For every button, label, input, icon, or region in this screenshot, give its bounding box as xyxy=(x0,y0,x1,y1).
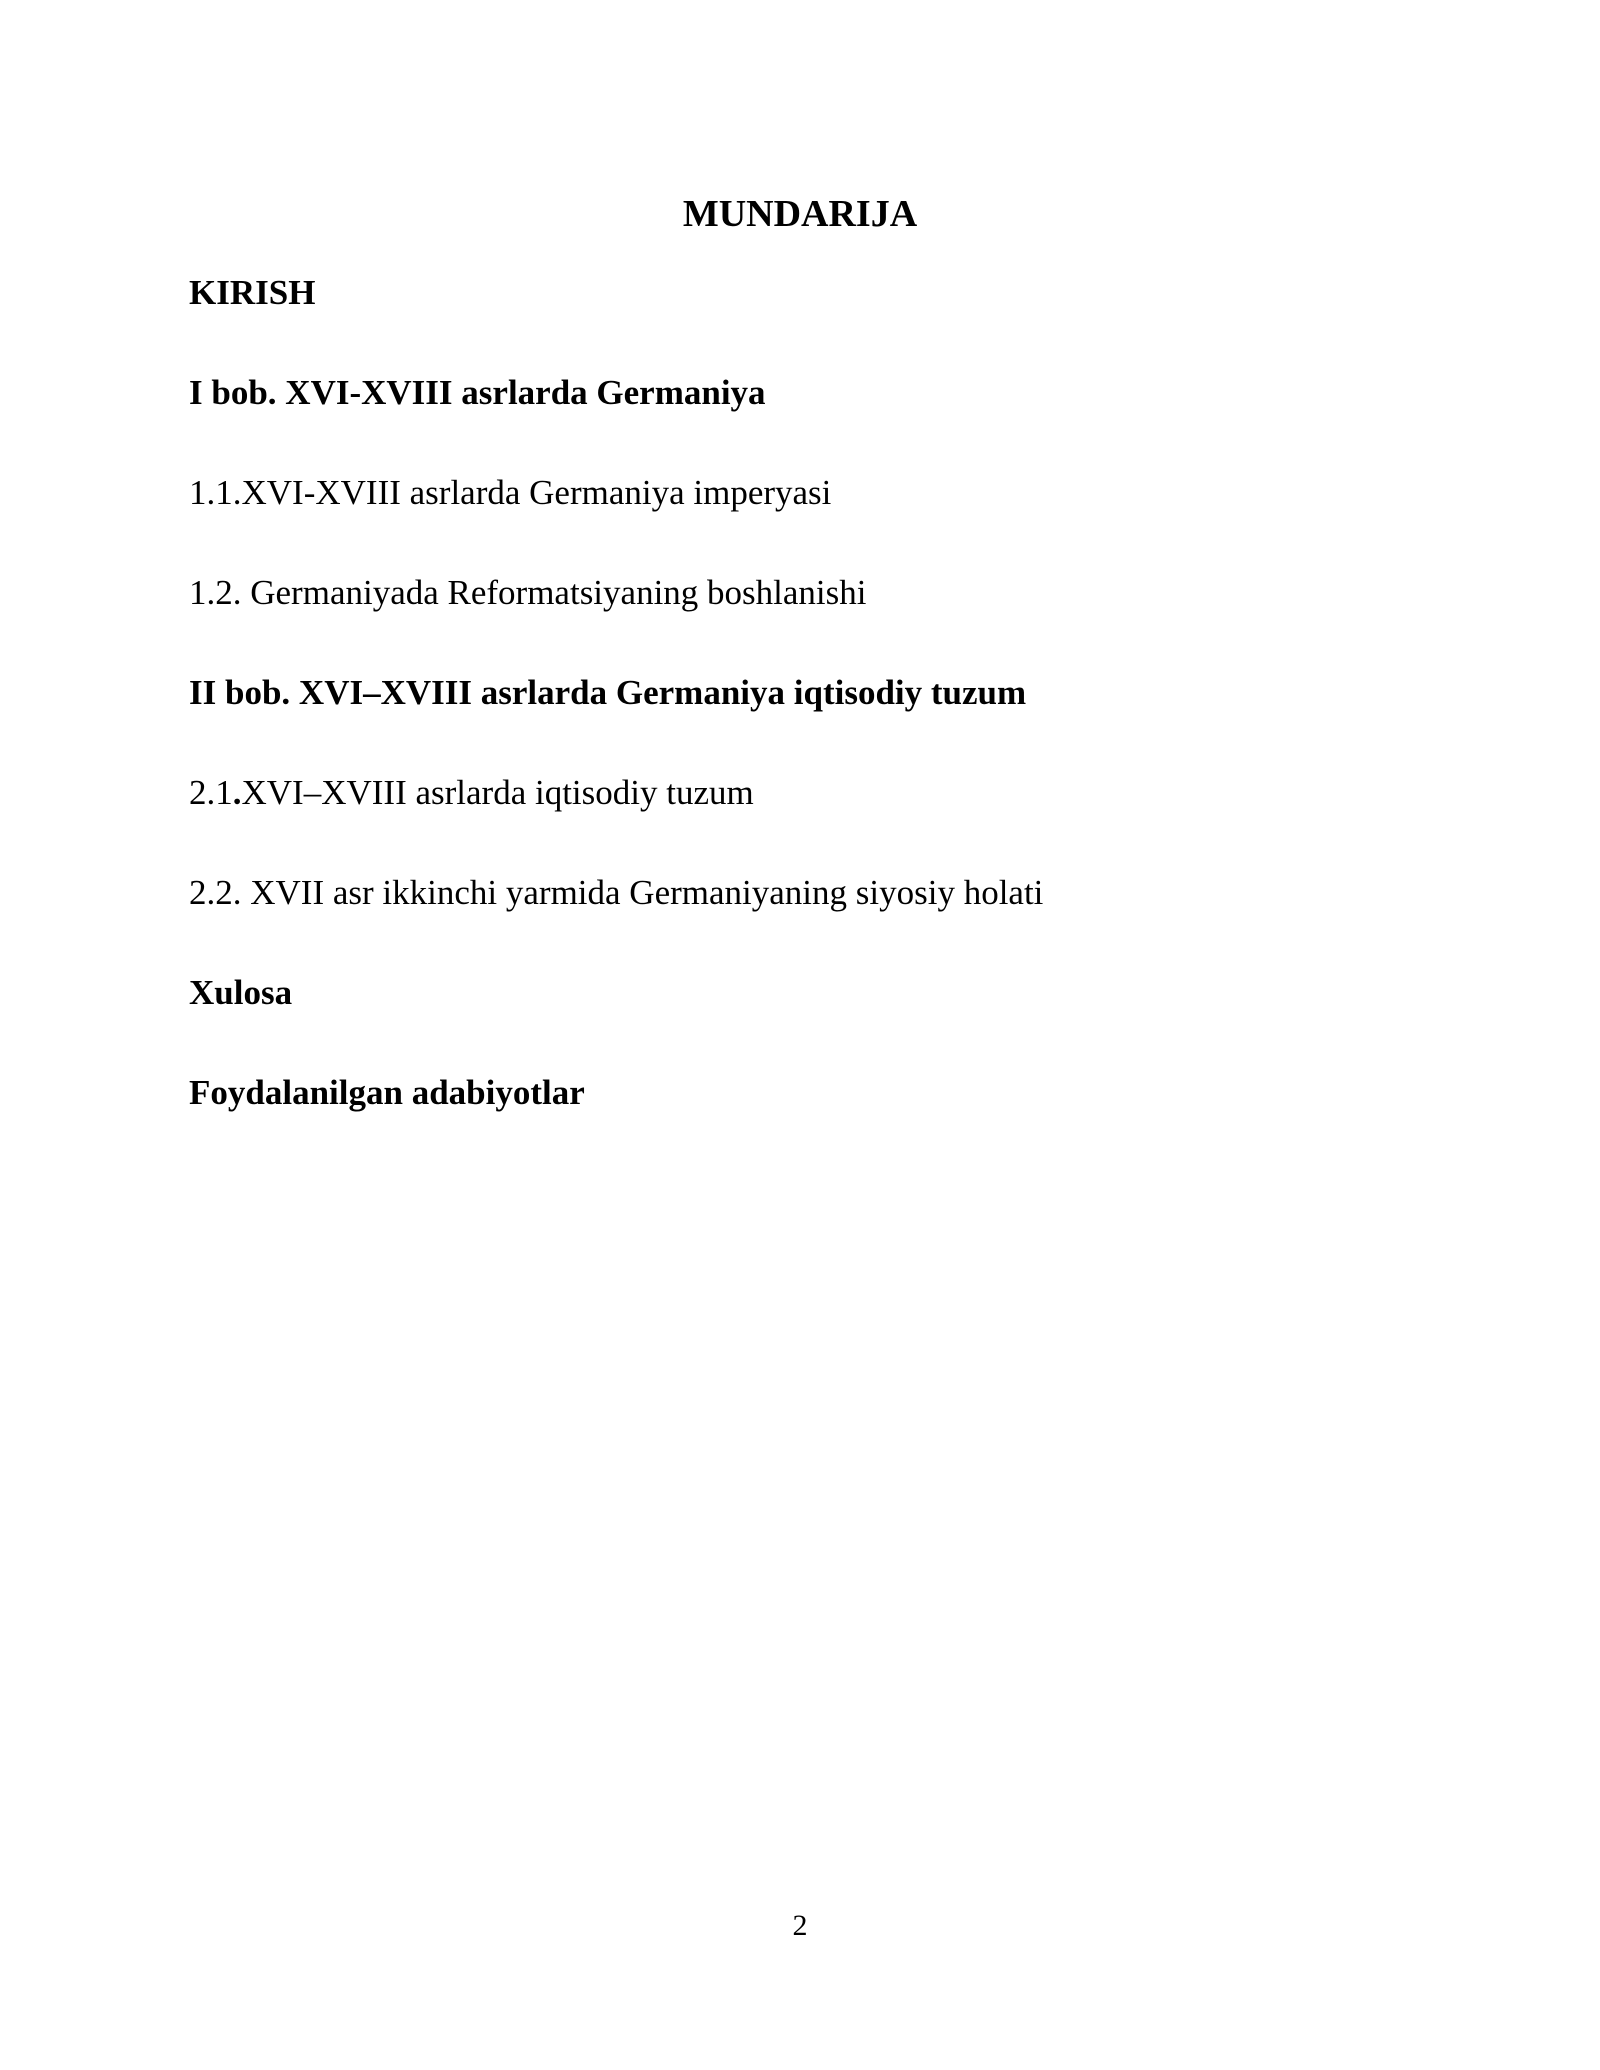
toc-entry-section-2-1-dot: . xyxy=(232,773,242,812)
toc-entry-section-2-1-title: XVI–XVIII asrlarda iqtisodiy tuzum xyxy=(241,773,754,812)
toc-entry-chapter-1: I bob. XVI-XVIII asrlarda Germaniya xyxy=(189,373,766,412)
toc-entry-section-1-1: 1.1.XVI-XVIII asrlarda Germaniya imperyasi xyxy=(189,473,832,512)
page-number: 2 xyxy=(792,1909,808,1942)
toc-entry-conclusion: Xulosa xyxy=(189,973,293,1012)
toc-entry-section-2-2: 2.2. XVII asr ikkinchi yarmida Germaniyaning siyosiy holati xyxy=(189,873,1044,912)
toc-entry-chapter-2: II bob. XVI–XVIII asrlarda Germaniya iqtisodiy tuzum xyxy=(189,673,1027,712)
toc-entry-references: Foydalanilgan adabiyotlar xyxy=(189,1073,585,1112)
page-title: MUNDARIJA xyxy=(682,193,918,235)
toc-entry-introduction: KIRISH xyxy=(189,273,316,312)
toc-entry-section-1-2: 1.2. Germaniyada Reformatsiyaning boshlanishi xyxy=(189,573,867,612)
toc-entry-section-2-1-number: 2.1 xyxy=(189,773,233,812)
toc-entry-section-2-1 xyxy=(189,768,754,818)
